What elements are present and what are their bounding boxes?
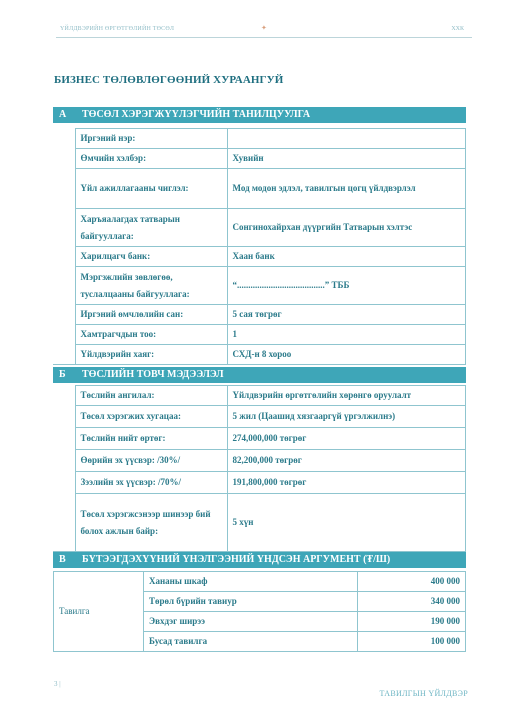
table-row [53, 129, 466, 149]
row-label: Төсөл хэрэгжих хугацаа: [75, 406, 227, 428]
section-a-title: ТӨСӨЛ ХЭРЭГЖҮҮЛЭГЧИЙН ТАНИЛЦУУЛГА [82, 109, 311, 120]
page-number: 3 | [54, 680, 61, 688]
section-c-header [53, 552, 466, 568]
item-price: 190 000 [358, 612, 466, 632]
table-row [53, 406, 466, 428]
row-value: Мод модон эдлэл, тавилгын цогц үйлдвэрлэл [227, 169, 466, 209]
document-title: БИЗНЕС ТӨЛӨВЛӨГӨӨНИЙ ХУРААНГУЙ [54, 74, 284, 86]
row-value: Сонгинохайрхан дүүргийн Татварын хэлтэс [227, 209, 466, 247]
row-value: 274,000,000 төгрөг [227, 428, 466, 450]
table-row [53, 345, 466, 365]
row-value: 191,800,000 төгрөг [227, 472, 466, 494]
table-row [53, 428, 466, 450]
item-name: Хананы шкаф [144, 572, 358, 592]
section-b-letter: Б [59, 369, 66, 380]
row-label: Иргэний өмчлөлийн сан: [75, 305, 227, 325]
section-b-title: ТӨСЛИЙН ТОВЧ МЭДЭЭЛЭЛ [82, 369, 224, 380]
table-row [53, 386, 466, 406]
section-c-letter: В [59, 554, 66, 565]
section-a-letter: А [59, 109, 67, 120]
table-row [53, 305, 466, 325]
item-name: Төрөл бүрийн тавиур [144, 592, 358, 612]
row-label: Харъяалагдах татварын байгууллага: [75, 209, 227, 247]
row-value: Үйлдвэрийн өргөтгөлийн хөрөнгө оруулалт [227, 386, 466, 406]
row-value: Хаан банк [227, 247, 466, 267]
section-b-table [53, 385, 466, 552]
table-row [53, 149, 466, 169]
section-b-header [53, 367, 466, 383]
row-label: Харилцагч банк: [75, 247, 227, 267]
row-label: Хамтрагчдын тоо: [75, 325, 227, 345]
row-label: Төслийн нийт өртөг: [75, 428, 227, 450]
row-value [227, 129, 466, 149]
table-row [53, 494, 466, 552]
table-row [53, 325, 466, 345]
row-label: Иргэний нэр: [75, 129, 227, 149]
table-row [53, 247, 466, 267]
row-value: 5 сая төгрөг [227, 305, 466, 325]
row-label: Өмчийн хэлбэр: [75, 149, 227, 169]
header-left: ҮЙЛДВЭРИЙН ӨРГӨТГӨЛИЙН ТӨСӨЛ [60, 26, 175, 32]
section-a-header [53, 107, 466, 123]
row-value: 5 жил (Цаашид хязгааргүй үргэлжилнэ) [227, 406, 466, 428]
item-price: 100 000 [358, 632, 466, 652]
item-price: 340 000 [358, 592, 466, 612]
row-value: “.......................................” ТББ [227, 267, 466, 305]
row-label: Төсөл хэрэгжсэнээр шинээр бий болох ажлын байр: [75, 494, 227, 552]
table-row [53, 267, 466, 305]
table-row [53, 472, 466, 494]
row-label: Мэргэжлийн зөвлөгөө, туслалцааны байгууллага: [75, 267, 227, 305]
row-label: Төслийн ангилал: [75, 386, 227, 406]
table-row [54, 572, 466, 592]
header-right: ХХК [451, 26, 464, 32]
table-row [53, 450, 466, 472]
table-row [53, 209, 466, 247]
page-header [56, 24, 472, 38]
row-label: Өөрийн эх үүсвэр: /30%/ [75, 450, 227, 472]
section-c-title: БҮТЭЭГДЭХҮҮНИЙ ҮНЭЛГЭЭНИЙ ҮНДСЭН АРГУМЕНТ (₮/Ш) [82, 554, 391, 565]
section-a-table [53, 128, 466, 365]
item-name: Эвхдэг ширээ [144, 612, 358, 632]
row-value: Хувийн [227, 149, 466, 169]
item-price: 400 000 [358, 572, 466, 592]
header-logo-icon: ✦ [261, 24, 267, 32]
row-value: 82,200,000 төгрөг [227, 450, 466, 472]
row-label: Үйлдвэрийн хаяг: [75, 345, 227, 365]
row-label: Зээлийн эх үүсвэр: /70%/ [75, 472, 227, 494]
footer-title: ТАВИЛГЫН ҮЙЛДВЭР [379, 689, 468, 698]
row-label: Үйл ажиллагааны чиглэл: [75, 169, 227, 209]
section-c-table [53, 571, 466, 652]
row-value: 1 [227, 325, 466, 345]
row-value: СХД-н 8 хороо [227, 345, 466, 365]
table-row [53, 169, 466, 209]
item-name: Бусад тавилга [144, 632, 358, 652]
product-group: Тавилга [54, 572, 144, 652]
row-value: 5 хүн [227, 494, 466, 552]
